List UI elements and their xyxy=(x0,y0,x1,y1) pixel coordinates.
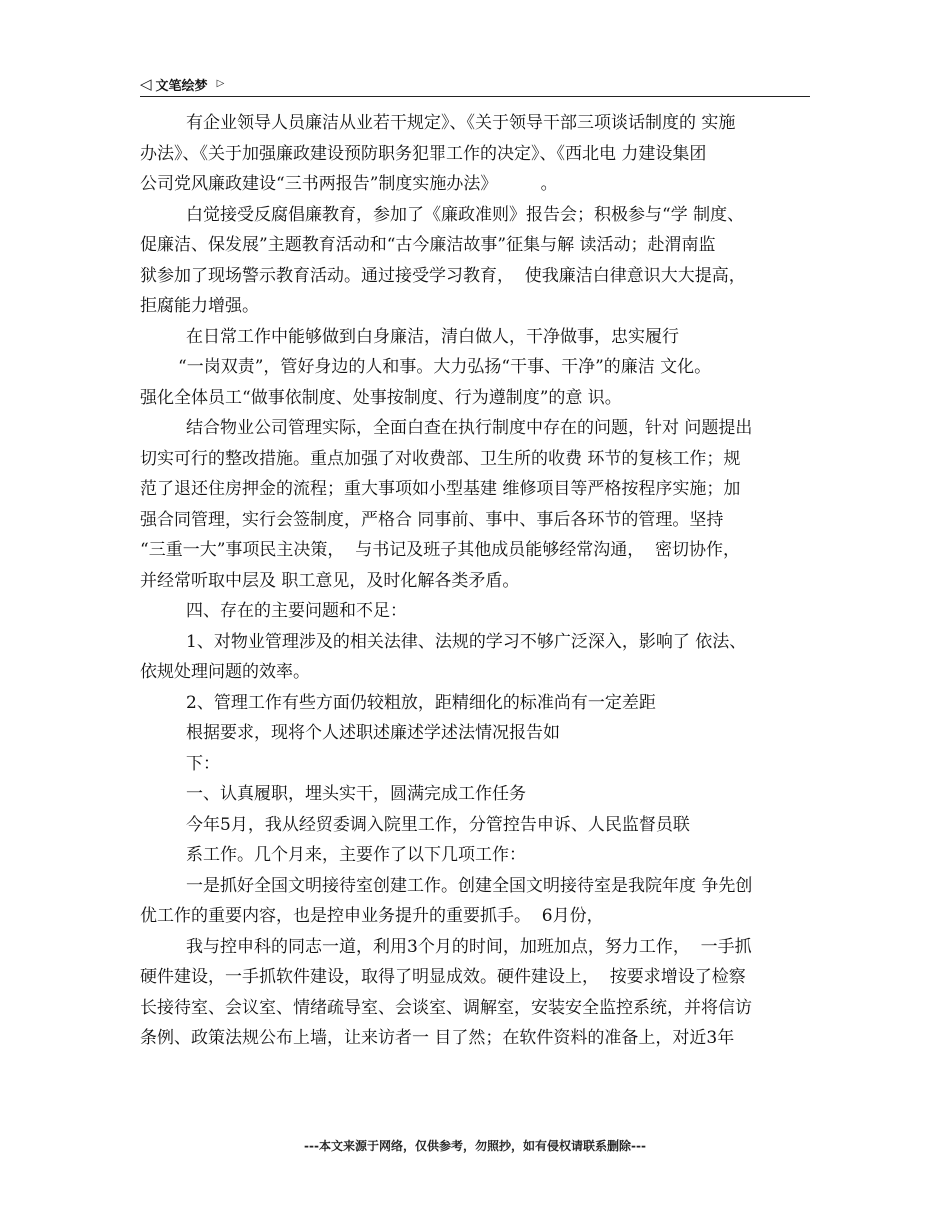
text-line: 系工作。几个月来，主要作了以下几项工作： xyxy=(186,845,526,865)
text-line: 一是抓好全国文明接待室创建工作。创建全国文明接待室是我院年度 争先创 xyxy=(186,875,753,896)
text-line: 促廉洁、保发展”主题教育活动和“古今廉洁故事”征集与解 读活动；赴渭南监 xyxy=(140,235,716,255)
text-line: 并经常听取中层及 职工意见，及时化解各类矛盾。 xyxy=(140,570,520,591)
text-line: 结合物业公司管理实际，全面白查在执行制度中存在的问题，针对 问题提出 xyxy=(186,418,753,438)
text-line: 优工作的重要内容，也是控申业务提升的重要抓手。 6月份， xyxy=(140,906,604,926)
page-header xyxy=(140,72,810,97)
text-line: 下： xyxy=(186,753,220,774)
text-line: 公司党风廉政建设“三书两报告”制度实施办法》 。 xyxy=(140,174,558,194)
text-line: 切实可行的整改措施。重点加强了对收费部、卫生所的收费 环节的复核工作；规 xyxy=(140,448,741,469)
brand-label: 文笔绘梦 xyxy=(155,78,208,94)
text-line: 今年5月，我从经贸委调入院里工作，分管控告申诉、人民监督员联 xyxy=(186,814,690,835)
text-line: 范了退还住房押金的流程；重大事项如小型基建 维修项目等严格按程序实施；加 xyxy=(140,479,741,499)
text-line: 狱参加了现场警示教育活动。通过接受学习教育， 使我廉洁白律意识大大提高， xyxy=(140,265,746,286)
right-triangle-icon: ▷ xyxy=(216,78,225,89)
text-line: 根据要求，现将个人述职述廉述学述法情况报告如 xyxy=(186,723,560,743)
document-body xyxy=(140,108,812,1054)
footer-disclaimer: ---本文来源于网络，仅供参考，勿照抄，如有侵权请联系删除--- xyxy=(304,1139,646,1153)
text-line: 有企业领导人员廉洁从业若干规定》、《关于领导干部三项谈话制度的 实施 xyxy=(186,113,736,133)
text-line: 四、存在的主要问题和不足： xyxy=(186,601,407,621)
text-line: 依规处理问题的效率。 xyxy=(140,662,310,682)
text-line: “一岗双责”，管好身边的人和事。大力弘扬“干事、干净”的廉洁 文化。 xyxy=(178,357,712,377)
text-line: 硬件建设，一手抓软件建设，取得了明显成效。硬件建设上， 按要求增设了检察 xyxy=(140,967,746,987)
text-line: 在日常工作中能够做到白身廉洁，清白做人，干净做事，忠实履行 xyxy=(186,326,679,347)
left-triangle-icon: ◁ xyxy=(140,74,152,93)
text-line: 拒腐能力增强。 xyxy=(140,296,259,316)
text-line: 2、管理工作有些方面仍较粗放，距精细化的标准尚有一定差距 xyxy=(186,692,656,713)
text-line: 办法》、《关于加强廉政建设预防职务犯罪工作的决定》、《西北电 力建设集团 xyxy=(140,143,707,164)
text-line: “三重一大”事项民主决策， 与书记及班子其他成员能够经常沟通， 密切协作， xyxy=(140,540,740,560)
text-line: 强化全体员工“做事依制度、处事按制度、行为遵制度”的意 识。 xyxy=(140,387,622,408)
text-line: 一、认真履职，埋头实干，圆满完成工作任务 xyxy=(186,784,526,804)
text-line: 我与控申科的同志一道，利用3个月的时间，加班加点，努力工作， 一手抓 xyxy=(186,936,752,957)
text-line: 强合同管理，实行会签制度，严格合 同事前、事中、事后各环节的管理。坚持 xyxy=(140,509,724,530)
text-line: 1、对物业管理涉及的相关法律、法规的学习不够广泛深入，影响了 依法、 xyxy=(186,631,747,652)
text-line: 白觉接受反腐倡廉教育，参加了《廉政准则》报告会；积极参与“学 制度、 xyxy=(186,204,745,225)
text-line: 条例、政策法规公布上墙，让来访者一 目了然；在软件资料的准备上，对近3年 xyxy=(140,1028,735,1048)
text-line: 长接待室、会议室、情绪疏导室、会谈室、调解室，安装安全监控系统，并将信访 xyxy=(140,997,752,1018)
